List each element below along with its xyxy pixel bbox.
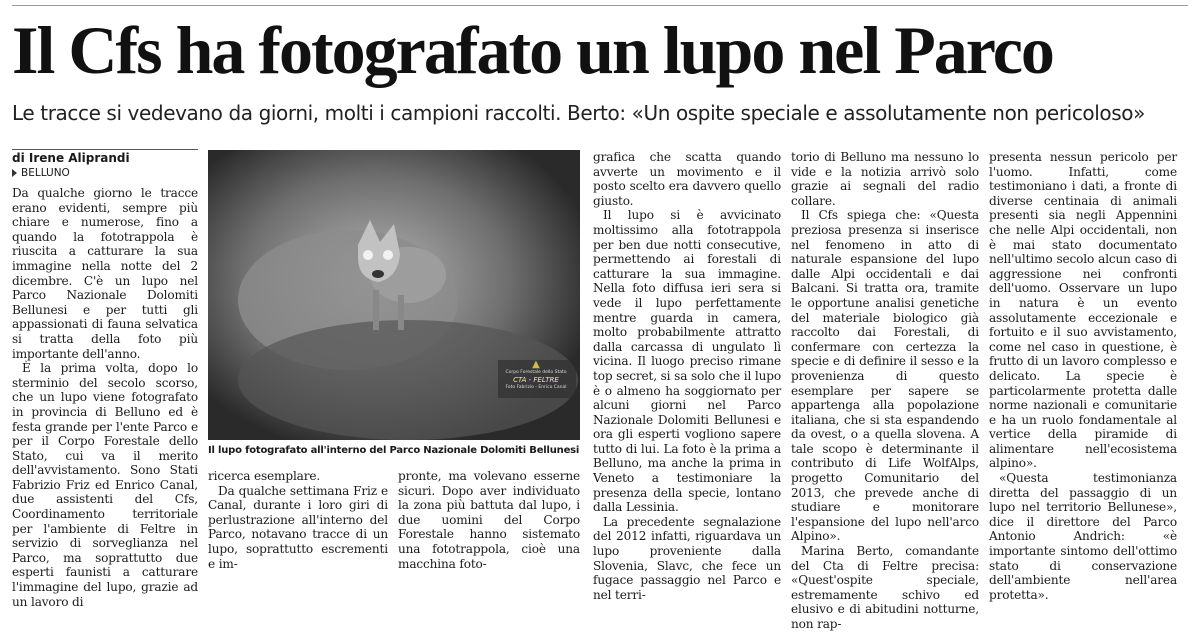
paragraph: «Questa testimonianza diretta del passaggio di un lupo nel territorio Bellunese», dice il direttore del Parco Antonio Andrich: «è importante sintomo dell'ottimo stato di conservazione dell'ambiente nell'area protetta». (989, 471, 1177, 602)
wolf-photo-image (208, 150, 580, 440)
article-column-3 (398, 469, 580, 577)
paragraph: La precedente segnalazione del 2012 infatti, riguardava un lupo proveniente dalla Slovenia, Slavc, che fece un fugace passaggio nel Parco e nel terri- (593, 514, 781, 602)
watermark-unit: CTA - FELTRE (513, 376, 559, 384)
paragraph: Da qualche giorno le tracce erano evidenti, sempre più chiare e numerose, fino a quando la fototrappola è riuscita a catturare la sua immagine nella notte del 2 dicembre. C'è un lupo nel Parco Nazionale Dolomiti Bellunesi e per tutti gli appassionati di fauna selvatica si tratta della foto più importante dell'anno. (12, 186, 198, 361)
paragraph: pronte, ma volevano esserne sicuri. Dopo aver individuato la zona più battuta dal lupo, i due uomini del Corpo Forestale hanno sistemato una fototrappola, cioè una macchina foto- (398, 469, 580, 571)
top-rule (12, 5, 1188, 6)
location: BELLUNO (21, 167, 70, 179)
article-column-6 (989, 150, 1177, 602)
paragraph: ricerca esemplare. (208, 469, 321, 483)
dateline (12, 166, 198, 180)
watermark-credit: Foto Fabrizio - Enrico Canal (505, 385, 567, 390)
paragraph: Da qualche settimana Friz e Canal, durante i loro giri di perlustrazione all'interno del Parco, notavano tracce di un lupo, soprattutto escrementi e im- (208, 483, 388, 571)
article-column-2 (208, 469, 388, 577)
watermark-org: Corpo Forestale dello Stato (505, 370, 567, 375)
headline: Il Cfs ha fotografato un lupo nel Parco (12, 12, 1053, 88)
photo-caption: Il lupo fotografato all'interno del Parco Nazionale Dolomiti Bellunesi (208, 445, 580, 456)
triangle-bullet-icon (12, 169, 17, 177)
article-column-4 (593, 150, 781, 602)
article-column-1 (12, 186, 198, 609)
paragraph: grafica che scatta quando avverte un movimento e il posto scelto era davvero quello giusto. (593, 150, 781, 208)
subheadline: Le tracce si vedevano da giorni, molti i campioni raccolti. Berto: «Un ospite speciale e assolutamente non pericoloso» (12, 101, 1145, 125)
photo-watermark (498, 360, 574, 391)
article-column-5 (791, 150, 979, 631)
wolf-photo (208, 150, 580, 440)
paragraph: Il lupo si è avvicinato moltissimo alla fototrappola per ben due notti consecutive, permettendo ai forestali di catturare la sua immagine. Nella foto diffusa ieri sera si vede il lupo perfettamente mentre guarda in camera, molto probabilmente attratto dalla carcassa di ungulato lì vicina. Il luogo preciso rimane top secret, si sa solo che il lupo è o almeno ha soggiornato per alcuni giorni nel Parco Nazionale Dolomiti Bellunesi e ora gli esperti vogliono sapere tutto di lui. La foto è la prima a Belluno, ma anche la prima in Veneto a testimoniare la presenza della specie, lontano dalla Lessinia. (593, 208, 781, 515)
byline (12, 149, 198, 180)
paragraph: torio di Belluno ma nessuno lo vide e la notizia arrivò solo grazie ai segnali del radio collare. (791, 150, 979, 208)
paragraph: Marina Berto, comandante del Cta di Feltre precisa: «Quest'ospite speciale, estremamente schivo ed elusivo e di abitudini notturne, non rap- (791, 544, 979, 631)
eagle-emblem-icon: ▲ (532, 359, 540, 370)
paragraph: È la prima volta, dopo lo sterminio del secolo scorso, che un lupo viene fotografato in provincia di Belluno ed è festa grande per l'ente Parco e per il Corpo Forestale dello Stato, cui va il merito dell'avvistamento. Sono Stati Fabrizio Friz ed Enrico Canal, due assistenti del Cfs, Coordinamento territoriale per l'ambiente di Feltre in servizio di sorveglianza nel Parco, ma soprattutto due esperti faunisti a catturare l'immagine del lupo, grazie ad un lavoro di (12, 361, 198, 609)
paragraph: presenta nessun pericolo per l'uomo. Infatti, come testimoniano i dati, a fronte di diverse centinaia di animali presenti sia negli Appennini che nelle Alpi occidentali, non è mai stato documentato nell'ultimo secolo alcun caso di aggressione nei confronti dell'uomo. Osservare un lupo in natura è un evento assolutamente eccezionale e fortuito e il suo avvistamento, come nel caso in questione, è frutto di un lavoro complesso e delicato. La specie è particolarmente protetta dalle norme nazionali e comunitarie e ha un ruolo fondamentale al vertice della piramide di alimentare nell'ecosistema alpino». (989, 150, 1177, 471)
author: di Irene Aliprandi (12, 151, 130, 165)
paragraph: Il Cfs spiega che: «Questa preziosa presenza si inserisce nel fenomeno in atto di naturale espansione del lupo dalle Alpi occidentali e dai Balcani. Si tratta ora, tramite le opportune analisi genetiche del materiale biologico già raccolto dai Forestali, di confermare con certezza la specie e di definire il sesso e la provenienza di questo esemplare per sapere se appartenga alla popolazione italiana, che si sta espandendo da ovest, o a quella slovena. A tale scopo è determinante il contributo di Life WolfAlps, progetto Comunitario del 2013, che prevede anche di studiare e monitorare l'espansione del lupo nell'arco Alpino». (791, 208, 979, 544)
